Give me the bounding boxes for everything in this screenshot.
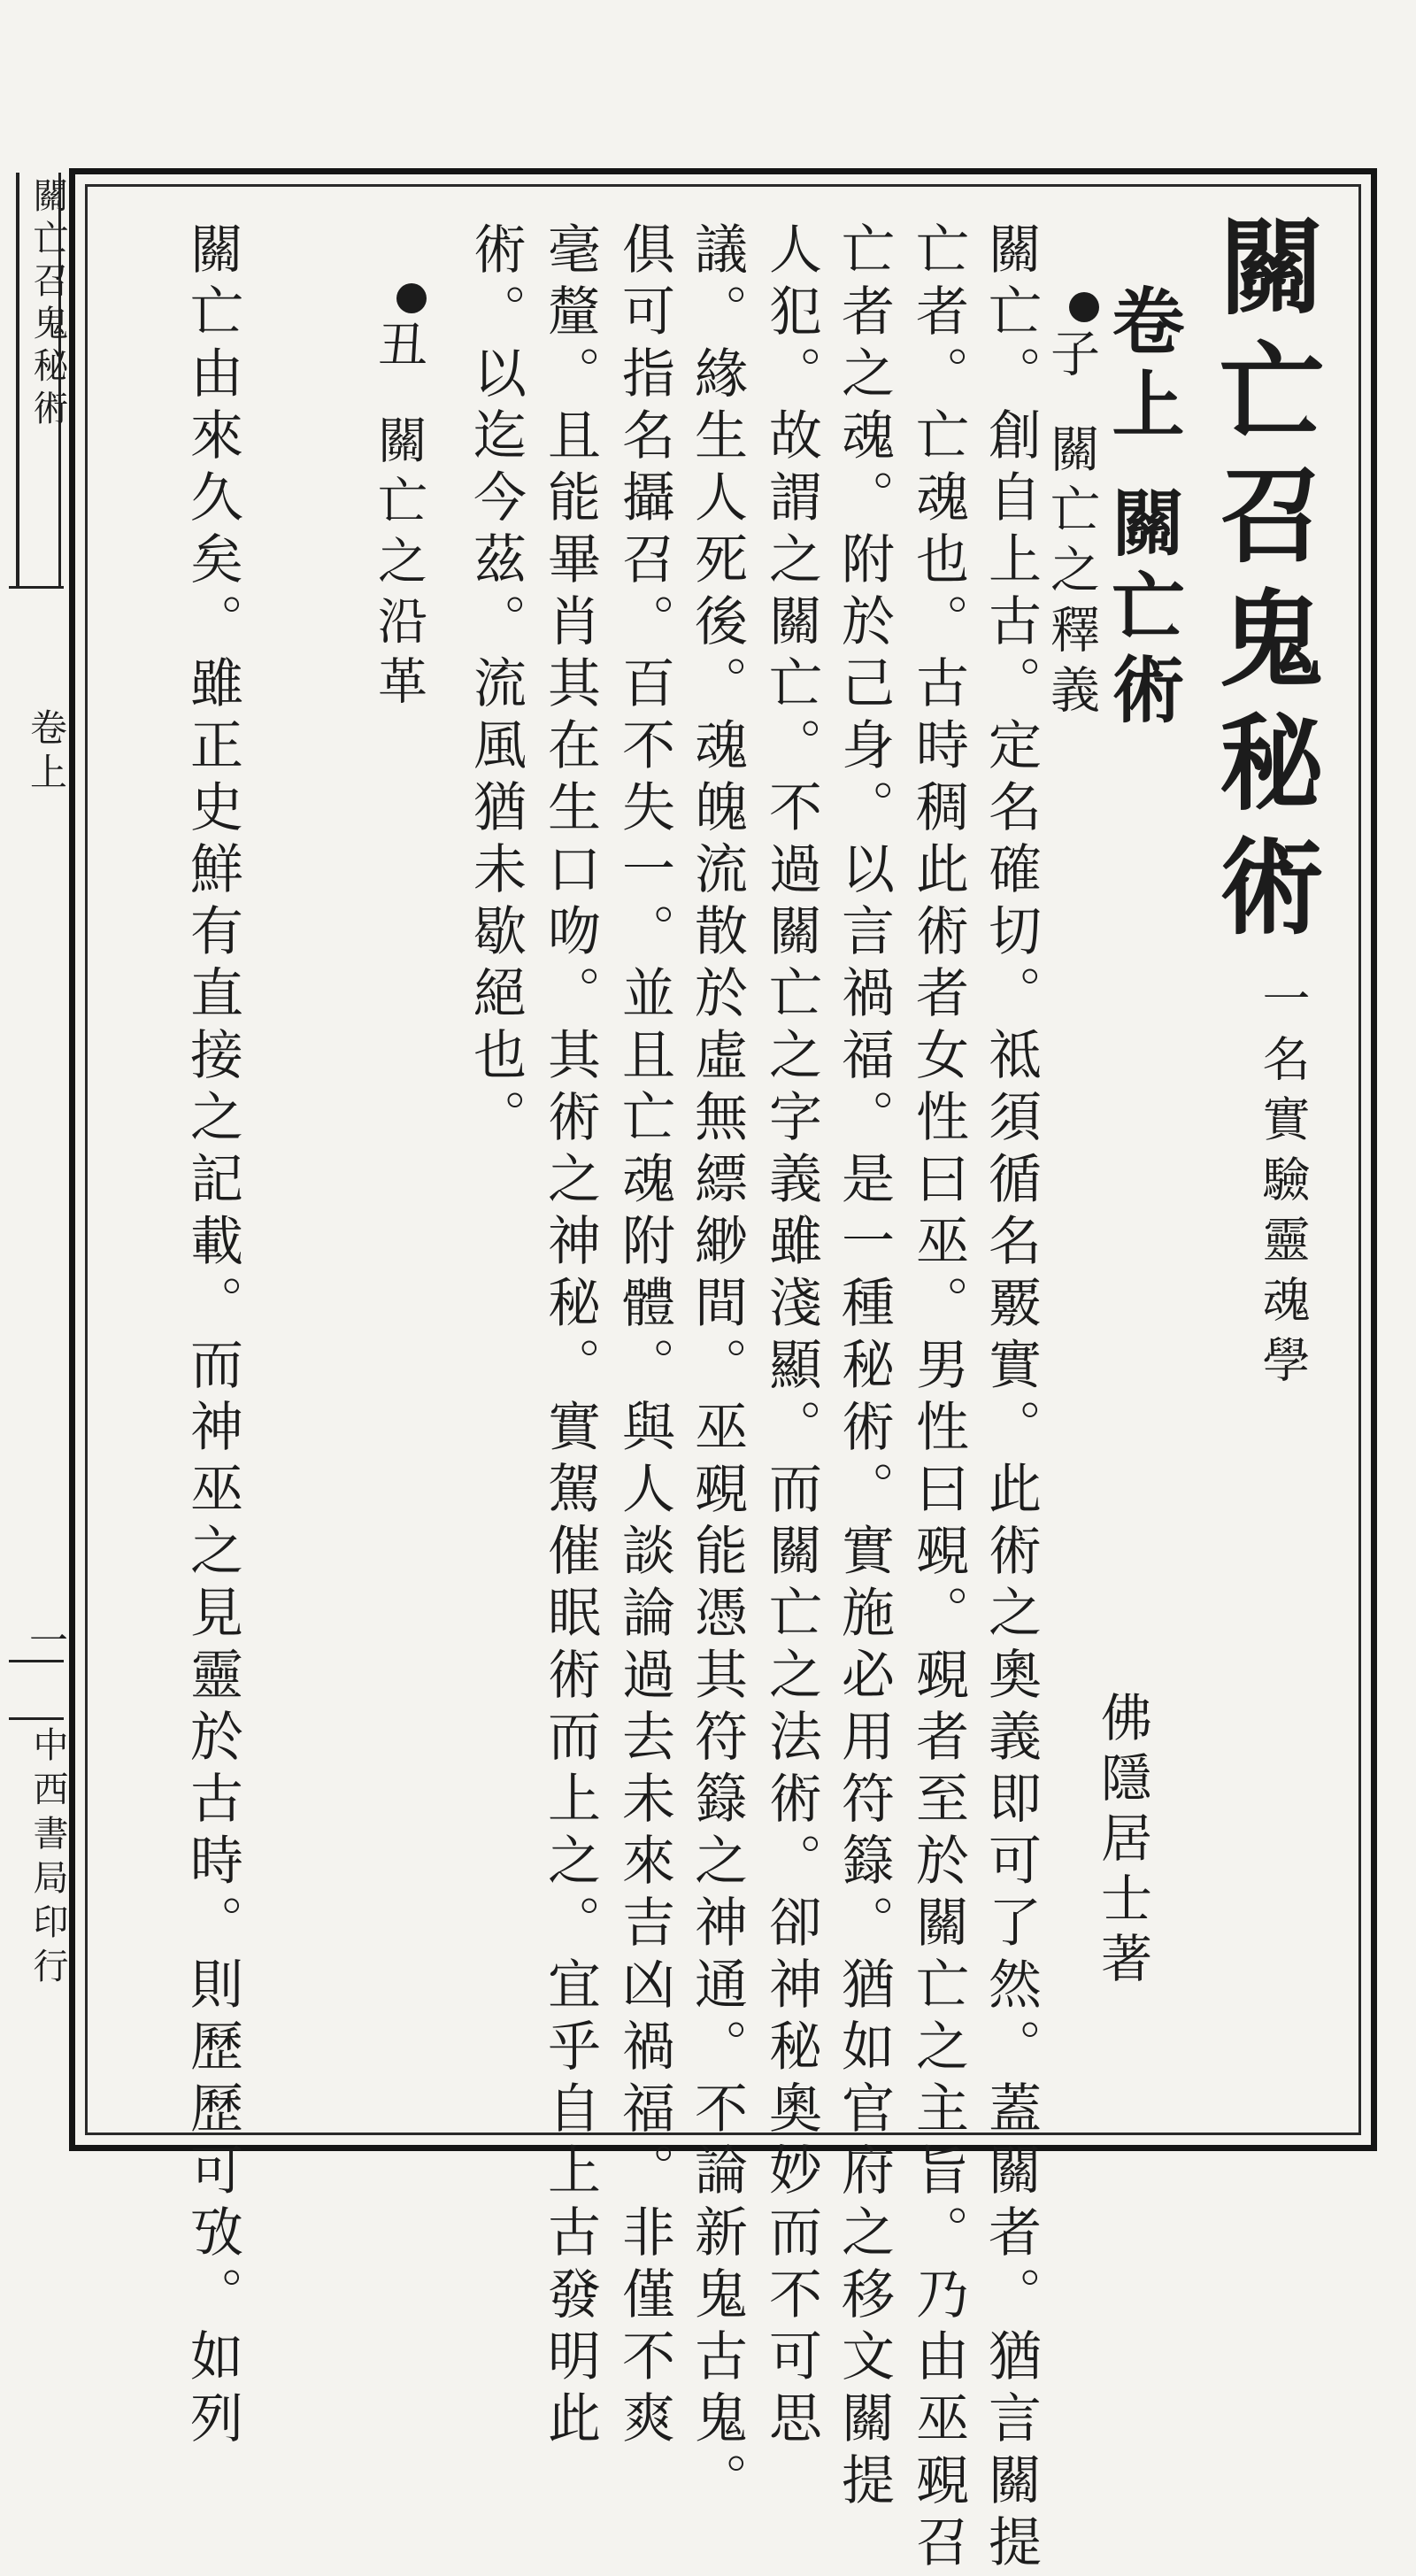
section-bullet-icon bbox=[396, 283, 427, 313]
section-heading-2 bbox=[363, 283, 434, 715]
section-heading-1 bbox=[1035, 292, 1106, 724]
margin-page-number: 一 bbox=[22, 1620, 67, 1659]
book-title: 關亡召鬼秘術 bbox=[1202, 212, 1325, 956]
section-title: 關亡之沿革 bbox=[370, 414, 427, 715]
margin-divider-lower-2 bbox=[9, 1717, 64, 1720]
margin-rule-top bbox=[16, 173, 19, 589]
body-column: 俱可指名攝召。百不失一。並且亡魂附體。與人談論過去未來吉凶禍福。非僅不爽 bbox=[613, 221, 675, 2452]
body-column: 關亡由來久矣。雖正史鮮有直接之記載。而神巫之見靈於古時。則歷歷可攷。如列 bbox=[181, 221, 243, 2452]
margin-volume: 卷上 bbox=[25, 708, 68, 797]
body-column: 亡者。亡魂也。古時稠此術者女性曰巫。男性曰覡。覡者至於關亡之主旨。乃由巫覡召 bbox=[907, 221, 969, 2576]
body-column: 人犯。故謂之關亡。不過關亡之字義雖淺顯。而關亡之法術。卻神秘奧妙而不可思 bbox=[760, 221, 822, 2452]
body-column: 毫釐。且能畢肖其在生口吻。其術之神秘。實駕催眠術而上之。宜乎自上古發明此 bbox=[539, 221, 601, 2452]
chapter-volume: 卷上 bbox=[1100, 283, 1185, 450]
body-column: 亡者之魂。附於己身。以言禍福。是一種秘術。實施必用符籙。猶如官府之移文關提 bbox=[833, 221, 895, 2514]
alternate-title: 一名實驗靈魂學 bbox=[1255, 974, 1311, 1395]
section-marker: 丑 bbox=[370, 319, 427, 379]
section-title: 關亡之釋義 bbox=[1043, 423, 1100, 724]
section-marker: 子 bbox=[1043, 328, 1100, 388]
body-column: 關亡。創自上古。定名確切。祗須循名覈實。此術之奧義即可了然。蓋關者。猶言關提 bbox=[980, 221, 1042, 2576]
margin-publisher: 中西書局印行 bbox=[27, 1726, 68, 1992]
section-bullet-icon bbox=[1069, 292, 1099, 322]
chapter-name: 關亡術 bbox=[1100, 485, 1185, 735]
author-line: 佛隱居士著 bbox=[1092, 1691, 1152, 1992]
margin-divider bbox=[9, 586, 64, 589]
margin-divider-lower bbox=[9, 1660, 64, 1662]
body-column: 術。以迄今茲。流風猶未歇絕也。 bbox=[465, 221, 527, 1151]
body-column: 議。緣生人死後。魂魄流散於虛無縹緲間。巫覡能憑其符籙之神通。不論新鬼古鬼。 bbox=[686, 221, 748, 2514]
margin-title: 關亡召鬼秘術 bbox=[27, 177, 68, 432]
chapter-heading bbox=[1091, 283, 1195, 735]
